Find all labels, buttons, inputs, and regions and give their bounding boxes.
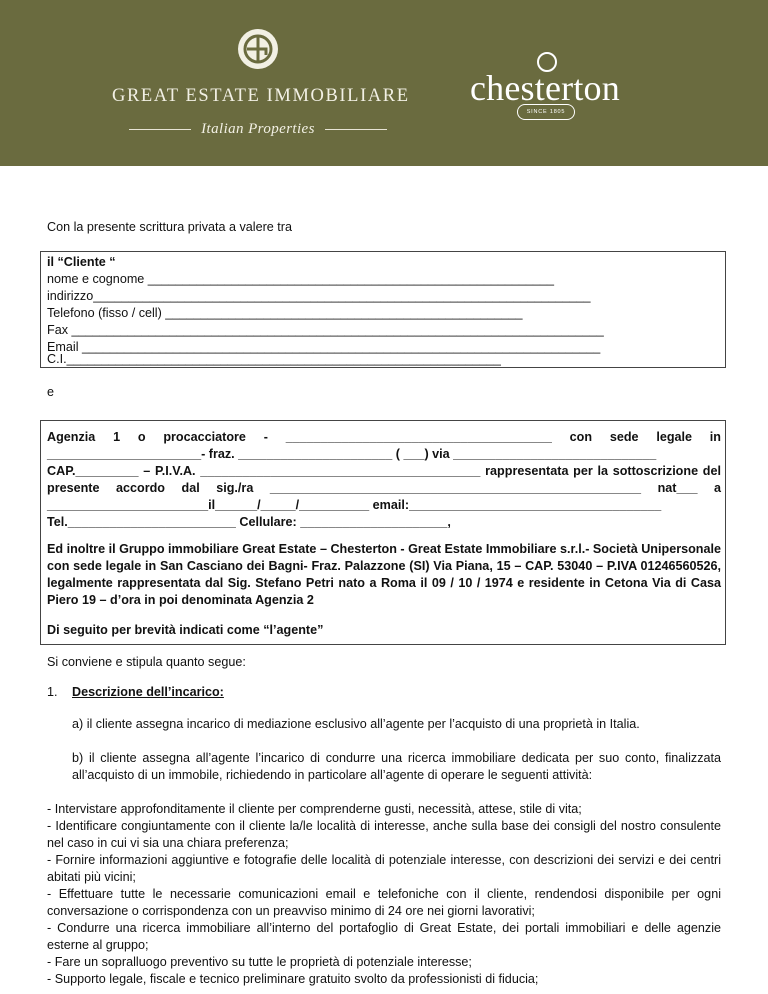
agency2-line-1: Ed inoltre il Gruppo immobiliare Great Estate – Chesterton - Great Estate Immobiliare s.r.l.- Società Unipersonale: [47, 542, 721, 556]
agent-line-2: ______________________- fraz. ______________________ ( ___) via _____________________________: [47, 447, 657, 461]
bullet-5: - Condurre una ricerca immobiliare all’interno del portafoglio di Great Estate, dei portali immobiliari e delle agenzie esterne al gruppo;: [47, 921, 721, 952]
bullet-2: - Identificare congiuntamente con il cliente la/le località di interesse, anche sulla base dei consigli del nostro consulente nel caso in cui vi sia una chiara preferenza;: [47, 819, 721, 850]
agent-line-5: _______________________il______/_____/__________ email:____________________________________: [47, 498, 662, 512]
clause-a: a) il cliente assegna incarico di mediazione esclusivo all’agente per l’acquisto di una proprietà in Italia.: [72, 717, 640, 731]
client-name-field: nome e cognome __________________________________________________________: [47, 272, 555, 286]
client-fax-field: Fax ____________________________________________________________________________: [47, 323, 604, 337]
agent-line-1: Agenzia 1 o procacciatore - ______________________________________ con sede legale in: [47, 430, 721, 444]
chesterton-since-badge: SINCE 1805: [517, 104, 575, 120]
conjunction-text: e: [47, 385, 55, 399]
agent-footer-text: Di seguito per brevità indicati come “l’agente”: [47, 623, 324, 637]
tagline-text: Italian Properties: [201, 120, 315, 137]
great-estate-tagline: [112, 119, 404, 139]
agreement-text: Si conviene e stipula quanto segue:: [47, 655, 246, 669]
agent-line-3: CAP._________ – P.I.V.A. ________________________________________ rappresentata per la sottoscrizione del: [47, 464, 721, 478]
tagline-rule-right: [325, 129, 387, 130]
agency2-line-4: Piero 19 – d’ora in poi denominata Agenzia 2: [47, 593, 314, 607]
client-id-field: C.I.______________________________________________________________: [47, 352, 501, 366]
agency2-line-2: con sede legale in San Casciano dei Bagni- Fraz. Palazzone (SI) Via Piana, 15 – CAP. 53040 – P.IVA 01246560526,: [47, 559, 721, 573]
header-band: [0, 0, 768, 166]
tagline-rule-left: [129, 129, 191, 130]
bullet-7: - Supporto legale, fiscale e tecnico preliminare gratuito svolto da professionisti di fiducia;: [47, 972, 539, 986]
section-number: 1.: [47, 685, 58, 699]
bullet-6: - Fare un sopralluogo preventivo su tutte le proprietà di potenziale interesse;: [47, 955, 472, 969]
bullet-4: - Effettuare tutte le necessarie comunicazioni email e telefoniche con il cliente, rendendosi disponibile per ogni conversazione o corrispondenza con un preavviso minimo di 24 ore nei giorni lavorativi;: [47, 887, 721, 918]
section-title: Descrizione dell’incarico:: [72, 685, 224, 699]
great-estate-logo-icon: [236, 27, 280, 71]
client-email-field: Email __________________________________________________________________________: [47, 340, 601, 354]
agent-line-6: Tel.________________________ Cellulare: _____________________,: [47, 515, 451, 529]
intro-text: Con la presente scrittura privata a valere tra: [47, 220, 292, 234]
bullet-3: - Fornire informazioni aggiuntive e fotografie delle località di potenziale interesse, con descrizioni dei servizi e dei centri abitati più vicini;: [47, 853, 721, 884]
client-address-field: indirizzo_______________________________________________________________________: [47, 289, 591, 303]
chesterton-wordmark: chesterton: [470, 68, 620, 108]
clause-b: b) il cliente assegna all’agente l’incarico di condurre una ricerca immobiliare dedicata per suo conto, finalizzata all’acquisto di un immobile, richiedendo in particolare all’agente di operare le seguenti attività:: [72, 751, 721, 782]
client-phone-field: Telefono (fisso / cell) ___________________________________________________: [47, 306, 523, 320]
agency2-line-3: legalmente rappresentata dal Sig. Stefano Petri nato a Roma il 09 / 10 / 1974 e residente in Cetona Via di Casa: [47, 576, 721, 590]
client-box-title: il “Cliente “: [47, 255, 116, 269]
bullet-1: - Intervistare approfonditamente il cliente per comprenderne gusti, necessità, attese, stile di vita;: [47, 802, 582, 816]
great-estate-wordmark: GREAT ESTATE IMMOBILIARE: [112, 86, 410, 106]
agent-line-4: presente accordo dal sig./ra _____________________________________________________ nat___ a: [47, 481, 721, 495]
